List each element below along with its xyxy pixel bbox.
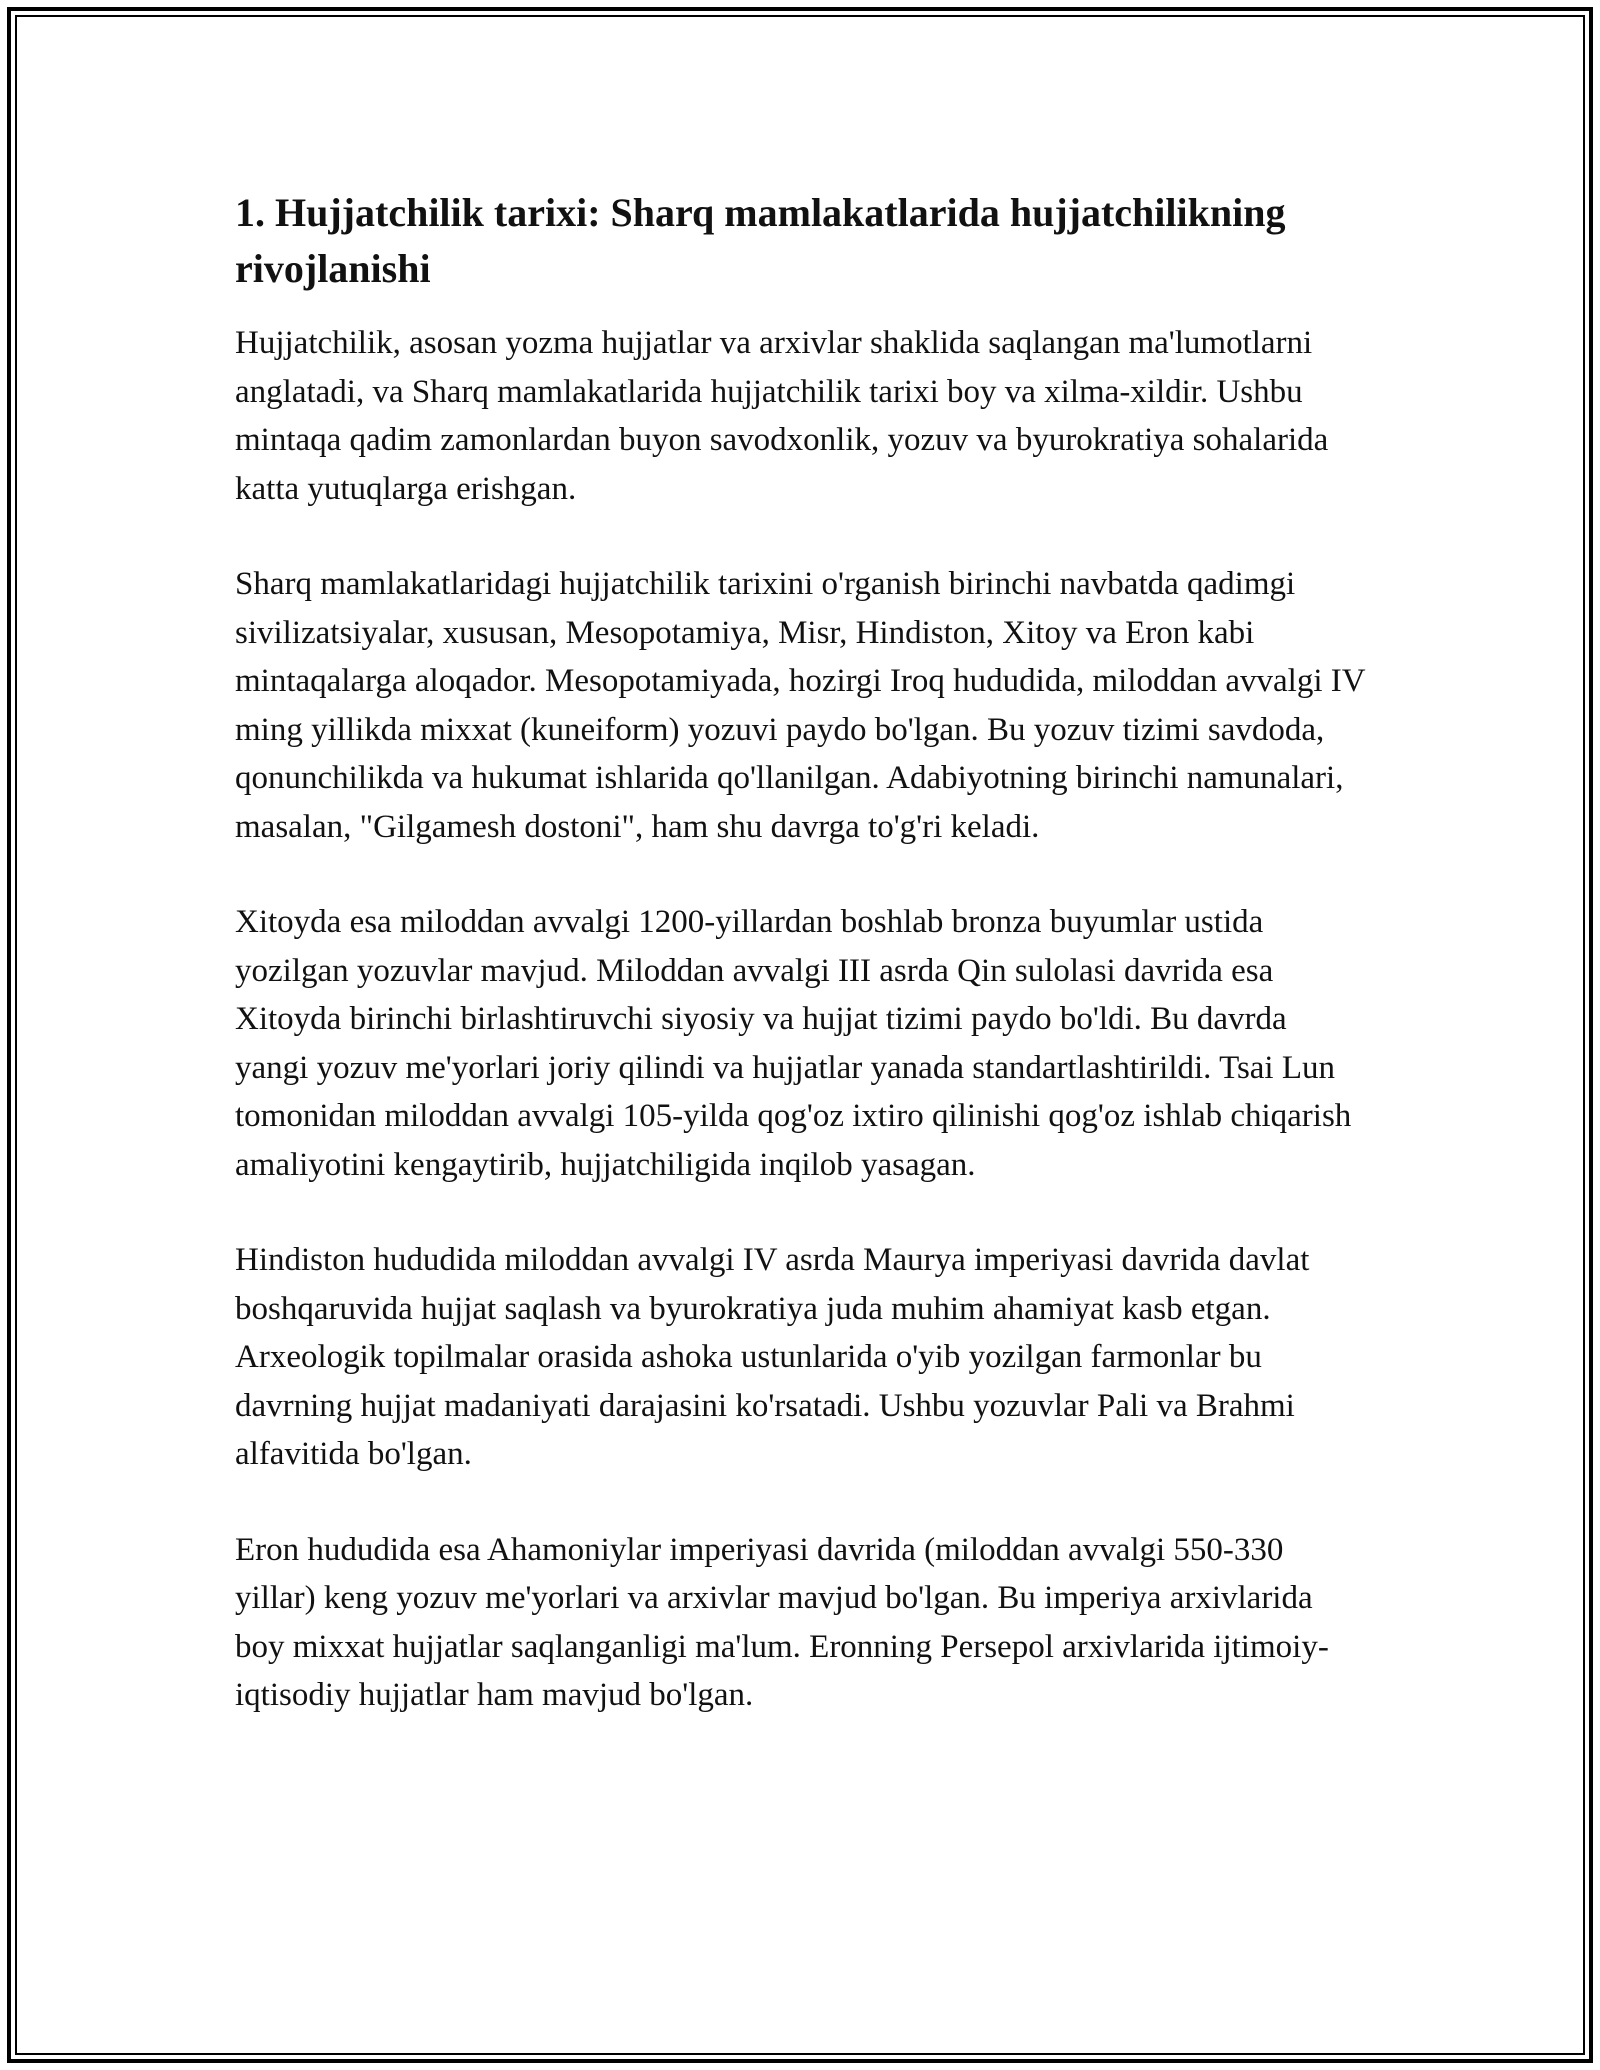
paragraph-intro: Hujjatchilik, asosan yozma hujjatlar va arxivlar shaklida saqlangan ma'lumotlarni anglatadi, va Sharq mamlakatlarida hujjatchilik tarixi boy va xilma-xildir. Ushbu mintaqa qadim zamonlardan buyon savodxonlik, yozuv va byurokratiya sohalarida katta yutuqlarga erishgan. (235, 325, 1329, 507)
paragraph-india: Hindiston hududida miloddan avvalgi IV asrda Maurya imperiyasi davrida davlat boshqaruvida hujjat saqlash va byurokratiya juda muhim ahamiyat kasb etgan. Arxeologik topilmalar orasida ashoka ustunlarida o'yib yozilgan farmonlar bu davrning hujjat madaniyati darajasini ko'rsatadi. Ushbu yozuvlar Pali va Brahmi alfavitida bo'lgan. (235, 1242, 1310, 1472)
document-title: 1. Hujjatchilik tarixi: Sharq mamlakatlarida hujjatchilikning rivojlanishi (235, 190, 1286, 291)
paragraph-iran: Eron hududida esa Ahamoniylar imperiyasi davrida (miloddan avvalgi 550-330 yillar) keng yozuv me'yorlari va arxivlar mavjud bo'lgan. Bu imperiya arxivlarida boy mixxat hujjatlar saqlanganligi ma'lum. Eronning Persepol arxivlarida ijtimoiy-iqtisodiy hujjatlar ham mavjud bo'lgan. (235, 1531, 1329, 1713)
document-body (235, 185, 1365, 1767)
paragraph-mesopotamia: Sharq mamlakatlaridagi hujjatchilik tarixini o'rganish birinchi navbatda qadimgi sivilizatsiyalar, xususan, Mesopotamiya, Misr, Hindiston, Xitoy va Eron kabi mintaqalarga aloqador. Mesopotamiyada, hozirgi Iroq hududida, miloddan avvalgi IV ming yillikda mixxat (kuneiform) yozuvi paydo bo'lgan. Bu yozuv tizimi savdoda, qonunchilikda va hukumat ishlarida qo'llanilgan. Adabiyotning birinchi namunalari, masalan, "Gilgamesh dostoni", ham shu davrga to'g'ri keladi. (235, 566, 1365, 845)
paragraph-china: Xitoyda esa miloddan avvalgi 1200-yillardan boshlab bronza buyumlar ustida yozilgan yozuvlar mavjud. Miloddan avvalgi III asrda Qin sulolasi davrida esa Xitoyda birinchi birlashtiruvchi siyosiy va hujjat tizimi paydo bo'ldi. Bu davrda yangi yozuv me'yorlari joriy qilindi va hujjatlar yanada standartlashtirildi. Tsai Lun tomonidan miloddan avvalgi 105-yilda qog'oz ixtiro qilinishi qog'oz ishlab chiqarish amaliyotini kengaytirib, hujjatchiligida inqilob yasagan. (235, 904, 1352, 1183)
